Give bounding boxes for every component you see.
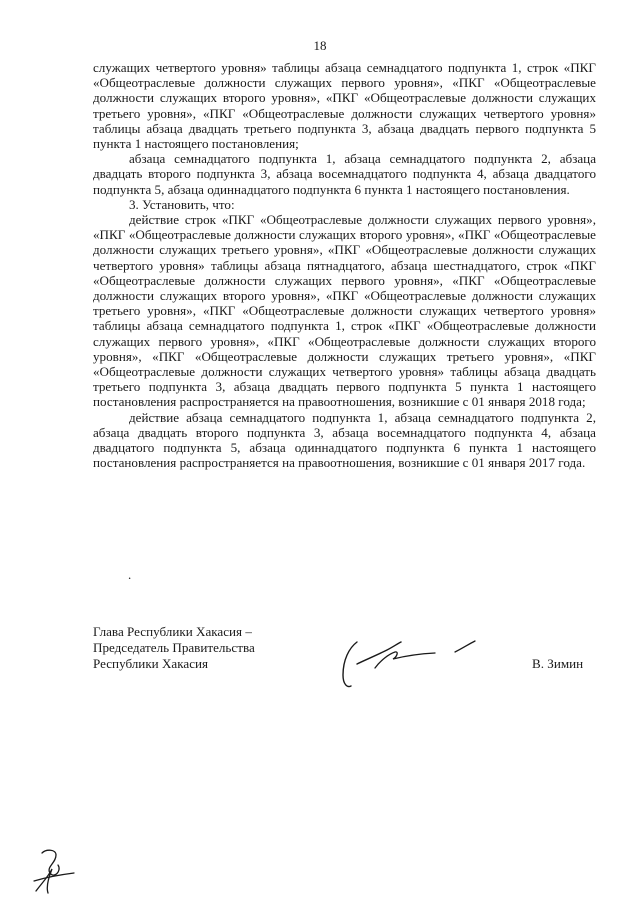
document-body — [93, 60, 596, 470]
handwritten-signature — [335, 630, 485, 695]
signer-title-line: Республики Хакасия — [93, 656, 209, 671]
page-number: 18 — [313, 38, 327, 53]
signer-title-line: Председатель Правительства — [93, 640, 255, 655]
paragraph: действие абзаца семнадцатого подпункта 1, абзаца семнадцатого подпункта 2, абзаца двадцать второго подпункта 3, абзаца восемнадцатого подпункта 4, абзаца двадцатого подпункта 5, абзаца одиннадцатого подпункта 6 пункта 1 настоящего постановления распространяется на правоотношения, возникшие с 01 января 2017 года. — [93, 409, 596, 471]
paragraph: действие строк «ПКГ «Общеотраслевые должности служащих первого уровня», «ПКГ «Общеотраслевые должности служащих второго уровня», «ПКГ «Общеотраслевые должности служащих третьего уровня», «ПКГ «Общеотраслевые должности служащих четвертого уровня» таблицы абзаца пятнадцатого, абзаца шестнадцатого, строк «ПКГ «Общеотраслевые должности служащих первого уровня», «ПКГ «Общеотраслевые должности служащих второго уровня», «ПКГ «Общеотраслевые должности служащих третьего уровня», «ПКГ «Общеотраслевые должности служащих четвертого уровня» таблицы абзаца семнадцатого подпункта 1, строк «ПКГ «Общеотраслевые должности служащих первого уровня», «ПКГ «Общеотраслевые должности служащих второго уровня», «ПКГ «Общеотраслевые должности служащих третьего уровня», «ПКГ «Общеотраслевые должности служащих четвертого уровня» таблицы абзаца двадцать третьего подпункта 3, абзаца двадцать первого подпункта 5 пункта 1 настоящего постановления распространяется на правоотношения, возникшие с 01 января 2018 года; — [93, 212, 596, 410]
paragraph: абзаца семнадцатого подпункта 1, абзаца семнадцатого подпункта 2, абзаца двадцать второго подпункта 3, абзаца восемнадцатого подпункта 4, абзаца двадцатого подпункта 5, абзаца одиннадцатого подпункта 6 пункта 1 настоящего постановления. — [93, 151, 596, 197]
stray-mark: . — [128, 567, 132, 582]
signature-block — [93, 624, 255, 672]
paragraph-continuation: служащих четвертого уровня» таблицы абзаца семнадцатого подпункта 1, строк «ПКГ «Общеотраслевые должности служащих первого уровня», «ПКГ «Общеотраслевые должности служащих второго уровня», «ПКГ «Общеотраслевые должности служащих третьего уровня», «ПКГ «Общеотраслевые должности служащих четвертого уровня» таблицы абзаца двадцать третьего подпункта 3, абзаца двадцать первого подпункта 5 пункта 1 настоящего постановления; — [93, 60, 596, 152]
signer-title-line: Глава Республики Хакасия – — [93, 624, 252, 639]
margin-initials-mark — [28, 845, 83, 900]
signer-name: В. Зимин — [532, 656, 584, 671]
paragraph-item-3: 3. Установить, что: — [129, 196, 235, 212]
